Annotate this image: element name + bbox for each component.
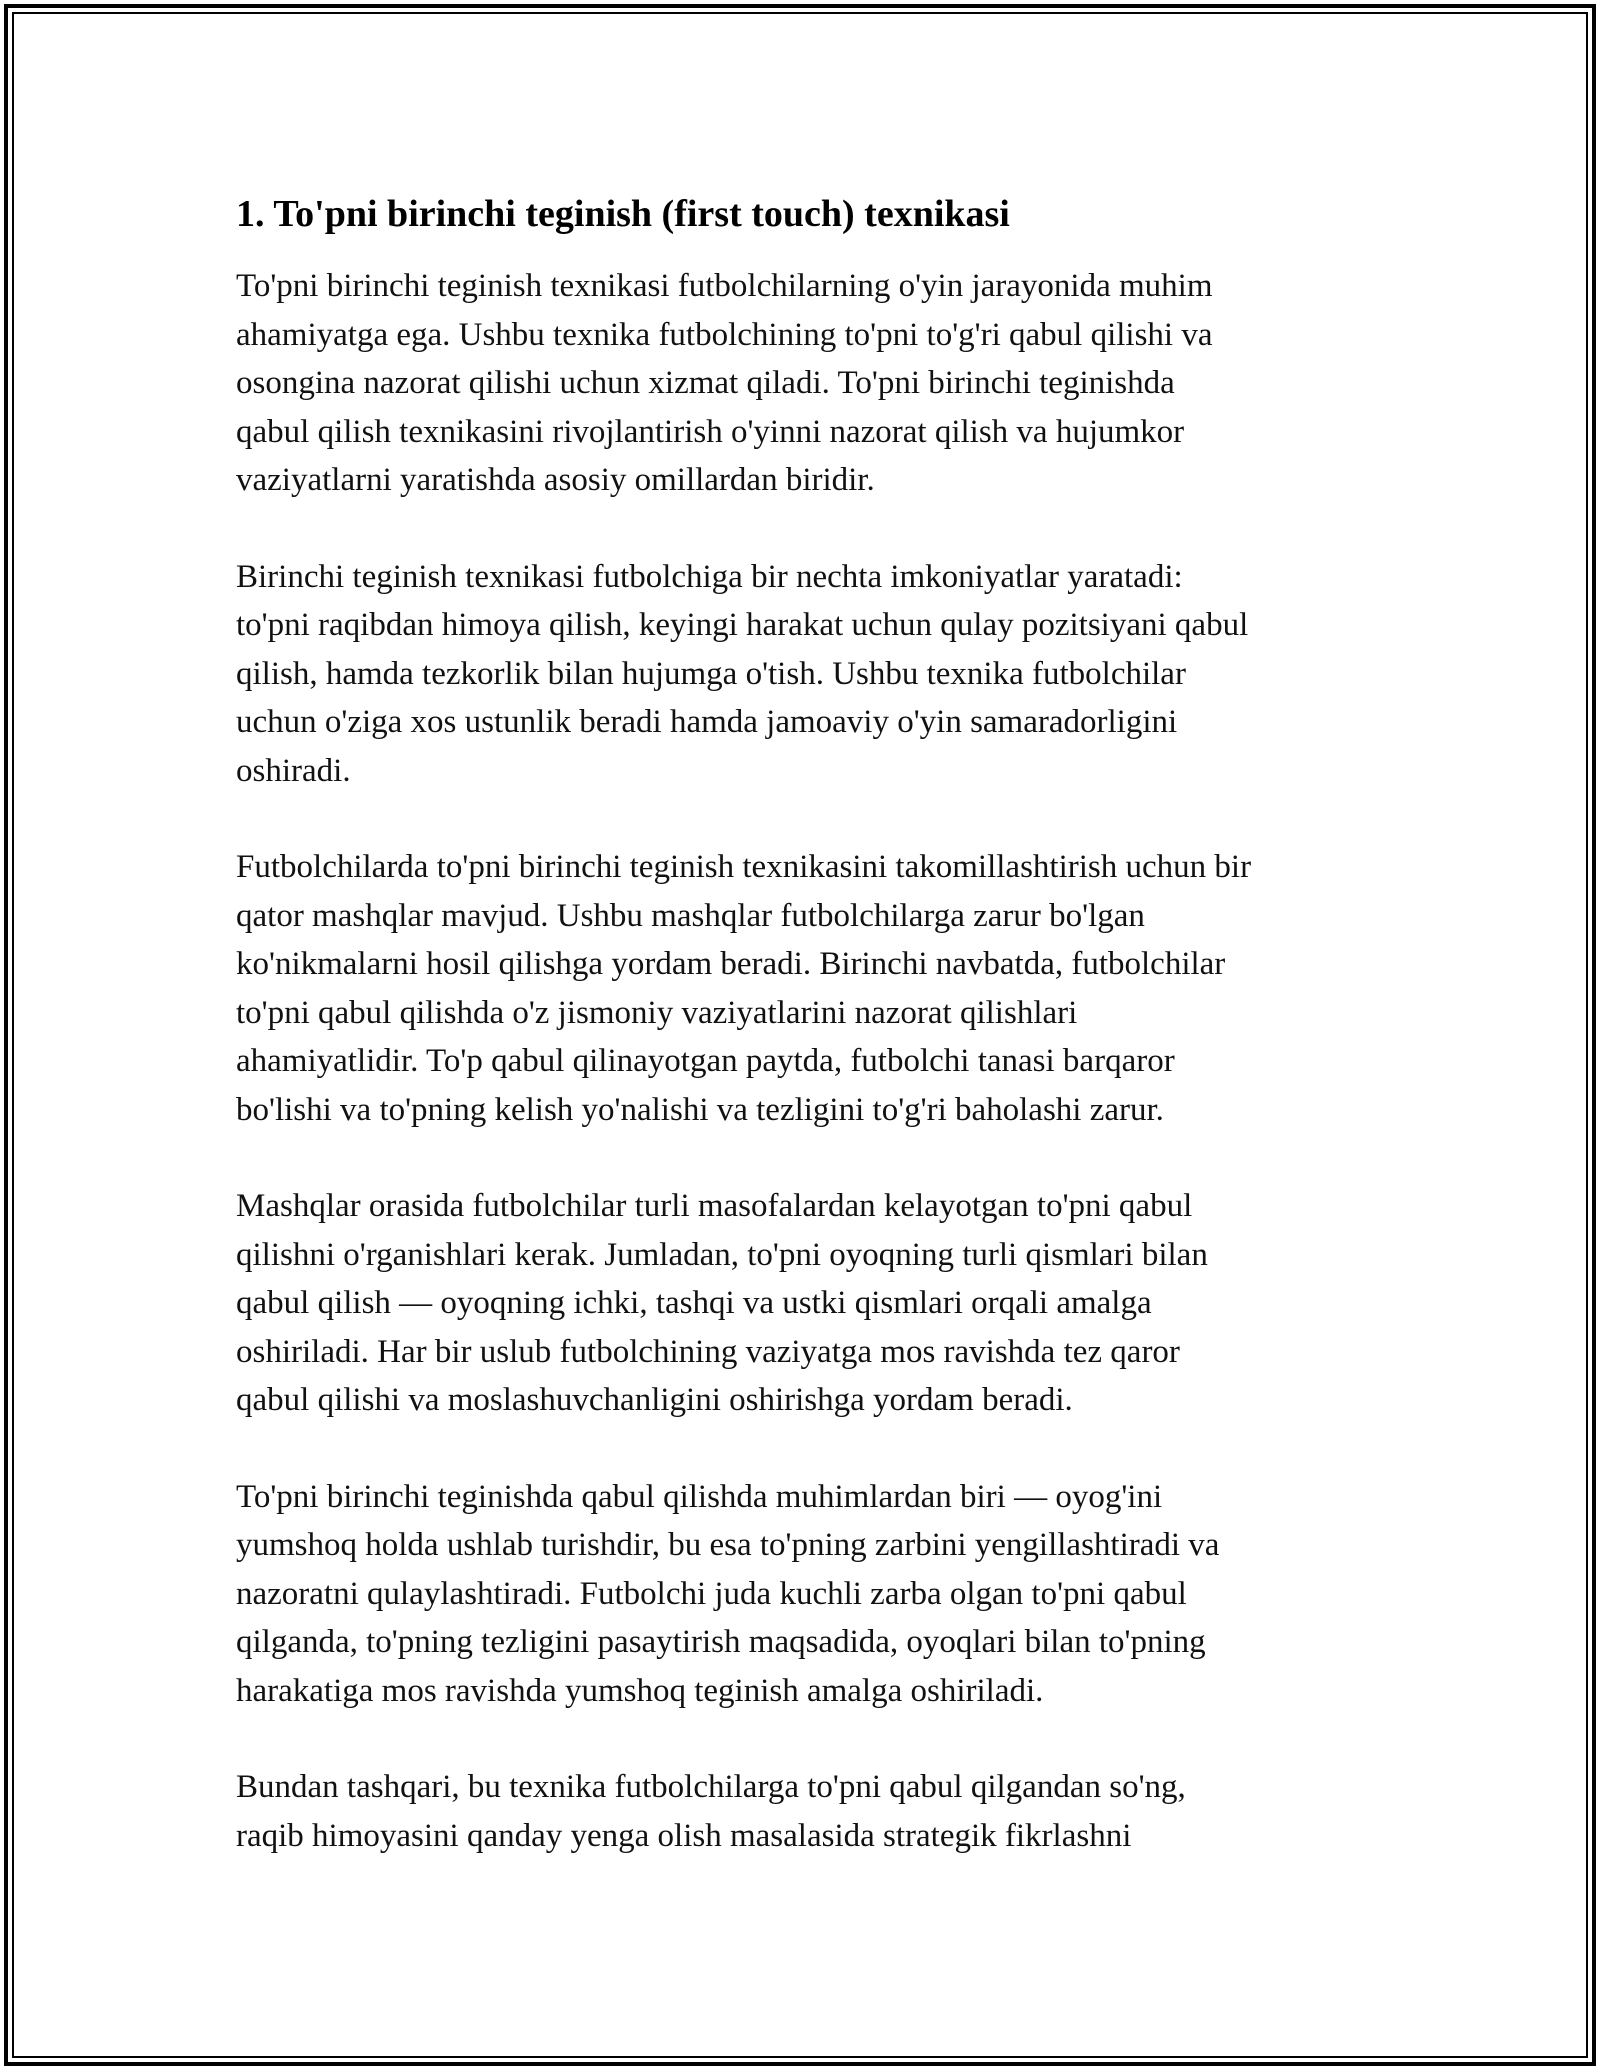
text-line: bo'lishi va to'pning kelish yo'nalishi va tezligini to'g'ri baholashi zarur. — [236, 1091, 1164, 1128]
text-line: oshiradi. — [236, 752, 351, 789]
section-heading: 1. To'pni birinchi teginish (first touch) texnikasi — [236, 193, 1010, 235]
text-line: ahamiyatlidir. To'p qabul qilinayotgan paytda, futbolchi tanasi barqaror — [236, 1043, 1175, 1079]
text-line: qator mashqlar mavjud. Ushbu mashqlar futbolchilarga zarur bo'lgan — [236, 897, 1145, 934]
text-line: osongina nazorat qilishi uchun xizmat qiladi. To'pni birinchi teginishda — [236, 365, 1175, 401]
text-line: harakatiga mos ravishda yumshoq teginish amalga oshiriladi. — [236, 1672, 1044, 1709]
text-line: To'pni birinchi teginish texnikasi futbolchilarning o'yin jarayonida muhim — [236, 268, 1213, 304]
paragraph-3 — [236, 843, 1376, 1134]
text-line: qilish, hamda tezkorlik bilan hujumga o'tish. Ushbu texnika futbolchilar — [236, 655, 1186, 692]
text-line: Birinchi teginish texnikasi futbolchiga bir nechta imkoniyatlar yaratadi: — [236, 558, 1183, 595]
text-line: raqib himoyasini qanday yenga olish masalasida strategik fikrlashni — [236, 1817, 1132, 1854]
text-line: To'pni birinchi teginishda qabul qilishda muhimlardan biri — oyog'ini — [236, 1478, 1163, 1515]
paragraph-2 — [236, 553, 1376, 796]
text-line: to'pni raqibdan himoya qilish, keyingi harakat uchun qulay pozitsiyani qabul — [236, 607, 1249, 643]
text-line: oshiriladi. Har bir uslub futbolchining vaziyatga mos ravishda tez qaror — [236, 1333, 1180, 1370]
text-line: Futbolchilarda to'pni birinchi teginish texnikasini takomillashtirish uchun bir — [236, 849, 1252, 885]
text-line: uchun o'ziga xos ustunlik beradi hamda jamoaviy o'yin samaradorligini — [236, 704, 1178, 740]
text-line: yumshoq holda ushlab turishdir, bu esa to'pning zarbini yengillashtiradi va — [236, 1527, 1220, 1563]
text-line: ahamiyatga ega. Ushbu texnika futbolchining to'pni to'g'ri qabul qilishi va — [236, 316, 1213, 353]
text-line: qabul qilishi va moslashuvchanligini oshirishga yordam beradi. — [236, 1382, 1073, 1418]
text-line: qabul qilish — oyoqning ichki, tashqi va ustki qismlari orqali amalga — [236, 1285, 1152, 1321]
document-body — [236, 188, 1376, 1908]
paragraph-5 — [236, 1473, 1376, 1716]
text-line: ko'nikmalarni hosil qilishga yordam beradi. Birinchi navbatda, futbolchilar — [236, 946, 1226, 982]
paragraph-4 — [236, 1182, 1376, 1425]
text-line: to'pni qabul qilishda o'z jismoniy vaziyatlarini nazorat qilishlari — [236, 994, 1078, 1031]
paragraph-6 — [236, 1763, 1376, 1860]
paragraph-1 — [236, 262, 1376, 505]
text-line: qilishni o'rganishlari kerak. Jumladan, to'pni oyoqning turli qismlari bilan — [236, 1236, 1208, 1273]
text-line: qilganda, to'pning tezligini pasaytirish maqsadida, oyoqlari bilan to'pning — [236, 1624, 1206, 1660]
text-line: nazoratni qulaylashtiradi. Futbolchi juda kuchli zarba olgan to'pni qabul — [236, 1575, 1187, 1612]
text-line: qabul qilish texnikasini rivojlantirish o'yinni nazorat qilish va hujumkor — [236, 413, 1185, 450]
text-line: Bundan tashqari, bu texnika futbolchilarga to'pni qabul qilgandan so'ng, — [236, 1769, 1186, 1805]
text-line: Mashqlar orasida futbolchilar turli masofalardan kelayotgan to'pni qabul — [236, 1188, 1193, 1224]
text-line: vaziyatlarni yaratishda asosiy omillardan biridir. — [236, 462, 875, 498]
